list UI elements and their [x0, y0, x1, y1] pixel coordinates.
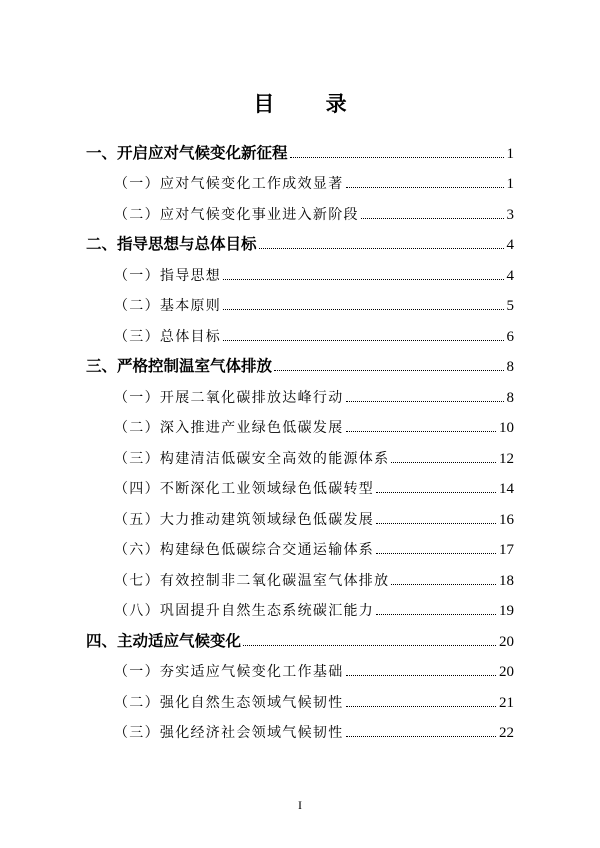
toc-entry-label: （一）应对气候变化工作成效显著 [114, 176, 344, 192]
dot-leader [376, 614, 496, 615]
dot-leader [391, 462, 496, 463]
toc-entry-label: （一）开展二氧化碳排放达峰行动 [114, 389, 344, 406]
toc-entry[interactable] [0, 350, 600, 381]
toc-entry-label: 二、指导思想与总体目标 [86, 235, 257, 253]
dot-leader [376, 553, 496, 554]
dot-leader [259, 248, 504, 249]
toc-entry-page: 10 [499, 420, 514, 436]
toc-entry[interactable] [0, 197, 600, 228]
toc-entry[interactable] [0, 136, 600, 167]
toc-entry[interactable] [0, 624, 600, 655]
toc-entry-page: 17 [499, 542, 514, 558]
toc-entry[interactable] [0, 289, 600, 320]
dot-leader [346, 675, 497, 676]
toc-entry[interactable] [0, 533, 600, 564]
toc-entry-label: 三、严格控制温室气体排放 [86, 357, 273, 375]
toc-entry-page: 8 [506, 359, 514, 375]
toc-entry-label: （三）构建清洁低碳安全高效的能源体系 [114, 450, 390, 467]
toc-entry-page: 20 [499, 664, 514, 680]
dot-leader [376, 492, 496, 493]
toc-entry-page: 18 [499, 572, 514, 589]
page-number: I [298, 798, 302, 812]
toc-entry-page: 3 [506, 206, 514, 223]
toc-entry-label: （二）应对气候变化事业进入新阶段 [114, 206, 359, 223]
dot-leader [346, 401, 504, 402]
dot-leader [346, 431, 497, 432]
toc-entry[interactable] [0, 380, 600, 411]
toc-entry-page: 22 [499, 725, 514, 741]
toc-entry-label: （一）夯实适应气候变化工作基础 [114, 664, 344, 680]
toc-entry-label: （三）总体目标 [114, 328, 222, 345]
toc-entry[interactable] [0, 167, 600, 198]
toc-entry[interactable] [0, 594, 600, 625]
dot-leader [223, 309, 503, 310]
toc-entry-label: 一、开启应对气候变化新征程 [86, 143, 288, 162]
toc-entry-label: （二）基本原则 [114, 298, 222, 314]
dot-leader [346, 736, 497, 737]
toc-entry-label: （八）巩固提升自然生态系统碳汇能力 [114, 603, 375, 619]
toc-entry[interactable] [0, 716, 600, 747]
toc-entry-label: （六）构建绿色低碳综合交通运输体系 [114, 542, 375, 558]
dot-leader [346, 706, 497, 707]
toc-entry-page: 6 [506, 328, 514, 345]
toc-entry-page: 14 [499, 481, 514, 497]
toc-entry[interactable] [0, 258, 600, 289]
toc-entry[interactable] [0, 441, 600, 472]
toc-title: 目 录 [253, 92, 369, 116]
toc-entry-page: 20 [499, 633, 514, 650]
toc-entry[interactable] [0, 655, 600, 686]
dot-leader [243, 645, 496, 646]
toc-entry[interactable] [0, 228, 600, 259]
toc-entry-page: 1 [506, 145, 514, 162]
toc-entry-page: 21 [499, 694, 514, 711]
toc-entry-page: 19 [499, 603, 514, 619]
dot-leader [223, 279, 503, 280]
dot-leader [361, 218, 504, 219]
toc-entry-page: 8 [506, 389, 514, 406]
toc-entry[interactable] [0, 502, 600, 533]
toc-entry[interactable] [0, 411, 600, 442]
toc-entry[interactable] [0, 685, 600, 716]
toc-entry-label: （一）指导思想 [114, 267, 222, 284]
toc-entry-page: 1 [506, 176, 514, 192]
toc-entry-page: 5 [506, 298, 514, 314]
dot-leader [290, 157, 504, 158]
toc-entry[interactable] [0, 319, 600, 350]
toc-entry-page: 4 [506, 237, 514, 253]
toc-entry[interactable] [0, 472, 600, 503]
toc-entry-label: （七）有效控制非二氧化碳温室气体排放 [114, 572, 390, 589]
dot-leader [376, 523, 496, 524]
table-of-contents [0, 136, 600, 746]
toc-entry[interactable] [0, 563, 600, 594]
toc-entry-label: （三）强化经济社会领域气候韧性 [114, 725, 344, 741]
toc-entry-page: 12 [499, 450, 514, 467]
toc-entry-label: （五）大力推动建筑领域绿色低碳发展 [114, 511, 375, 528]
toc-entry-label: （四）不断深化工业领域绿色低碳转型 [114, 481, 375, 497]
toc-entry-label: （二）强化自然生态领域气候韧性 [114, 694, 344, 711]
dot-leader [391, 584, 496, 585]
dot-leader [274, 370, 503, 371]
dot-leader [223, 340, 503, 341]
dot-leader [346, 187, 504, 188]
toc-entry-page: 16 [499, 511, 514, 528]
toc-entry-label: 四、主动适应气候变化 [86, 631, 242, 650]
toc-entry-page: 4 [506, 267, 514, 284]
toc-entry-label: （二）深入推进产业绿色低碳发展 [114, 420, 344, 436]
